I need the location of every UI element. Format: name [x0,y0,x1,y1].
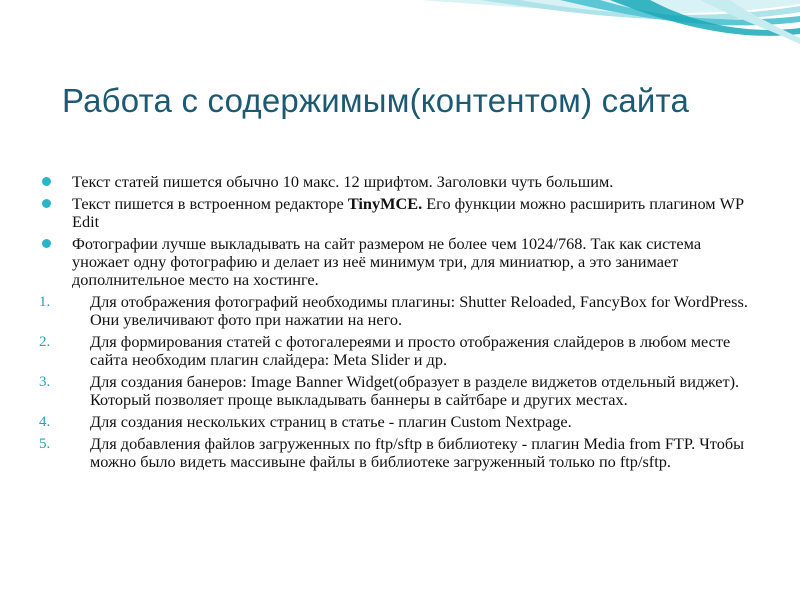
numbered-text: Для создания банеров: Image Banner Widget(образует в разделе виджетов отдельный виджет). Который позволяет проще выкладывать баннеры в сайтбаре и других местах. [90,372,740,409]
item-number: 4. [39,414,51,430]
numbered-text: Для отображения фотографий необходимы плагины: Shutter Reloaded, FancyBox for WordPress. Они увеличивают фото при нажатии на него. [90,292,748,329]
bullet-bold-text: TinyMCE. [347,194,423,213]
slide-content [39,172,762,475]
numbered-item [39,292,762,329]
numbered-text: Для создания нескольких страниц в статье - плагин Custom Nextpage. [90,412,572,431]
bullet-item [42,235,762,289]
bullet-text: Фотографии лучше выкладывать на сайт размером не более чем 1024/768. Так как система уножает одну фотографию и делает из неё минимум три, для миниатюр, а это занимает дополнительное место на хостинге. [72,234,702,289]
item-number: 3. [39,374,51,390]
bullet-item [42,195,762,231]
numbered-item [39,372,762,409]
item-number: 1. [39,294,51,310]
bullet-text: Его функции можно расширить плагином WP Edit [72,194,744,231]
numbered-item [39,332,762,369]
bullet-dot-icon [42,177,51,186]
numbered-text: Для добавления файлов загруженных по ftp/sftp в библиотеку - плагин Media from FTP. Чтобы можно было видеть массивыне файлы в библиотеке загруженный только по ftp/sftp. [90,434,745,471]
slide-title: Работа с содержимым(контентом) сайта [62,82,690,119]
numbered-item [39,434,762,471]
numbered-text: Для формирования статей с фотогалереями и просто отображения слайдеров в любом месте сайта необходим плагин слайдера: Meta Slider и др. [90,332,731,369]
top-right-swoosh-decoration [0,0,800,70]
bullet-item [42,173,762,191]
item-number: 2. [39,334,51,350]
bullet-dot-icon [42,199,51,208]
item-number: 5. [39,436,51,452]
bullet-dot-icon [42,239,51,248]
numbered-item [39,412,762,431]
bullet-text: Текст статей пишется обычно 10 макс. 12 шрифтом. Заголовки чуть большим. [72,172,614,191]
bullet-text: Текст пишется в встроенном редакторе [72,194,348,213]
